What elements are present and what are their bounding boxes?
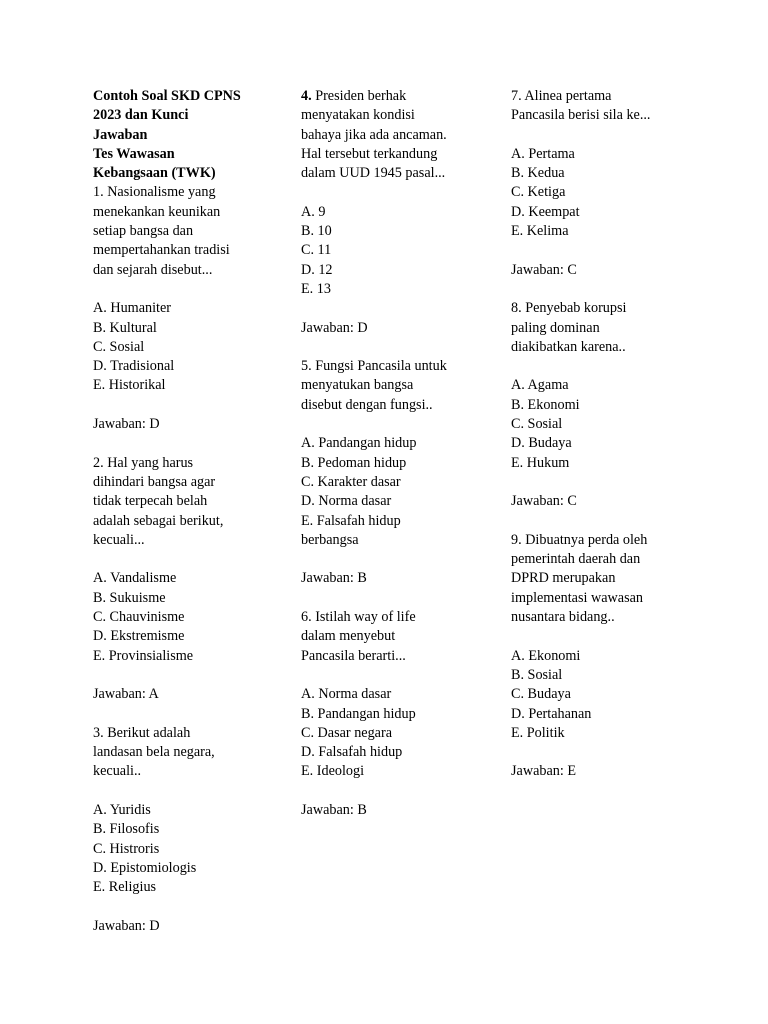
question-text: Hal yang harus [107, 454, 194, 471]
answer-option: B. Filosofis [93, 821, 160, 838]
answer-option: E. 13 [301, 280, 331, 297]
spacer [511, 473, 711, 492]
question-text-line: setiap bangsa dan [93, 223, 194, 240]
spacer [511, 627, 711, 646]
answer-option: C. Ketiga [511, 184, 566, 201]
answer-option: B. Sukuisme [93, 589, 166, 606]
question-text: Istilah way of life [315, 609, 416, 626]
spacer [301, 782, 486, 801]
question-text-line: landasan bela negara, [93, 744, 215, 761]
column-2 [301, 87, 486, 820]
answer-key: Jawaban: E [511, 763, 577, 780]
question-number: 7. [511, 88, 522, 104]
answer-option: D. Budaya [511, 435, 572, 452]
answer-option: D. Epistomiologis [93, 859, 197, 876]
answer-option: E. Provinsialisme [93, 647, 194, 664]
spacer [511, 126, 711, 145]
title-line: Tes Wawasan [93, 145, 175, 162]
answer-option: A. Yuridis [93, 801, 151, 818]
spacer [93, 666, 278, 685]
question-text: Penyebab korupsi [525, 300, 627, 317]
question-text-line [93, 183, 278, 202]
answer-option: B. Sosial [511, 666, 563, 683]
question-block [511, 87, 711, 280]
question-block [511, 280, 711, 512]
question-text-line: adalah sebagai berikut, [93, 512, 224, 529]
answer-key: Jawaban: D [301, 319, 368, 336]
question-text-line: bahaya jika ada ancaman. [301, 126, 447, 143]
spacer [301, 589, 486, 608]
answer-option: A. Pertama [511, 145, 575, 162]
answer-option: B. Pandangan hidup [301, 705, 416, 722]
answer-option: D. Tradisional [93, 358, 175, 375]
question-text-line: Pancasila berisi sila ke... [511, 107, 651, 124]
spacer [93, 897, 278, 916]
answer-option: E. Politik [511, 724, 565, 741]
question-text: Presiden berhak [315, 88, 407, 104]
answer-option: C. Histroris [93, 840, 160, 857]
question-block [93, 705, 278, 937]
question-text-line: Pancasila berarti... [301, 647, 406, 664]
spacer [301, 666, 486, 685]
spacer [93, 782, 278, 801]
question-text: Dibuatnya perda oleh [525, 531, 648, 548]
answer-option: berbangsa [301, 531, 359, 548]
question-text-line: Hal tersebut terkandung [301, 145, 438, 162]
spacer [511, 512, 711, 531]
title-line: Kebangsaan (TWK) [93, 165, 216, 182]
question-number: 2. [93, 454, 104, 471]
question-text-line: menekankan keunikan [93, 203, 221, 220]
answer-option: A. Vandalisme [93, 570, 177, 587]
answer-option: D. Ekstremisme [93, 628, 185, 645]
answer-key: Jawaban: D [93, 416, 160, 433]
answer-option: D. Keempat [511, 203, 580, 220]
question-text-line [301, 608, 486, 627]
spacer [301, 183, 486, 202]
answer-option: A. Agama [511, 377, 569, 394]
question-text-line [511, 531, 711, 550]
question-text-line [301, 87, 486, 106]
question-number: 6. [301, 609, 312, 626]
answer-option: B. 10 [301, 223, 332, 240]
spacer [301, 550, 486, 569]
question-block [93, 434, 278, 704]
answer-option: E. Historikal [93, 377, 166, 394]
question-text-line: dihindari bangsa agar [93, 473, 216, 490]
question-text-line: kecuali.. [93, 763, 142, 780]
spacer [301, 338, 486, 357]
question-text-line: mempertahankan tradisi [93, 242, 230, 259]
question-text-line: pemerintah daerah dan [511, 551, 641, 568]
answer-option: B. Ekonomi [511, 396, 580, 413]
title-line: Contoh Soal SKD CPNS [93, 88, 241, 104]
title-line: 2023 dan Kunci [93, 107, 189, 124]
answer-option: D. Pertahanan [511, 705, 592, 722]
question-block [301, 589, 486, 821]
spacer [511, 280, 711, 299]
answer-option: C. Budaya [511, 686, 571, 703]
question-text: Alinea pertama [524, 88, 612, 104]
answer-option: C. Chauvinisme [93, 609, 185, 626]
question-text-line: implementasi wawasan [511, 589, 643, 606]
answer-option: C. Dasar negara [301, 724, 392, 741]
question-number: 9. [511, 531, 522, 548]
answer-option: D. 12 [301, 261, 333, 278]
spacer [511, 241, 711, 260]
answer-option: E. Religius [93, 879, 157, 896]
column-3 [511, 87, 711, 782]
question-text-line: DPRD merupakan [511, 570, 616, 587]
question-text: Berikut adalah [107, 724, 191, 741]
question-text: Nasionalisme yang [107, 184, 216, 201]
answer-option: C. 11 [301, 242, 332, 259]
question-number: 3. [93, 724, 104, 741]
answer-key: Jawaban: C [511, 261, 577, 278]
answer-option: E. Hukum [511, 454, 570, 471]
question-block [301, 87, 486, 338]
spacer [93, 705, 278, 724]
answer-option: E. Ideologi [301, 763, 365, 780]
question-block [511, 512, 711, 782]
spacer [93, 280, 278, 299]
spacer [511, 357, 711, 376]
question-text-line: dalam UUD 1945 pasal... [301, 165, 446, 182]
question-text-line: menyatukan bangsa [301, 377, 414, 394]
question-text-line: dalam menyebut [301, 628, 396, 645]
answer-key: Jawaban: D [93, 917, 160, 934]
question-text-line: kecuali... [93, 531, 145, 548]
spacer [93, 434, 278, 453]
answer-key: Jawaban: B [301, 570, 367, 587]
spacer [93, 396, 278, 415]
question-number: 1. [93, 184, 104, 201]
answer-option: D. Norma dasar [301, 493, 392, 510]
spacer [93, 550, 278, 569]
question-text-line [93, 724, 278, 743]
spacer [511, 743, 711, 762]
answer-option: A. Pandangan hidup [301, 435, 417, 452]
answer-key: Jawaban: C [511, 493, 577, 510]
question-number: 5. [301, 358, 312, 375]
answer-option: E. Kelima [511, 223, 569, 240]
answer-option: A. Ekonomi [511, 647, 581, 664]
answer-option: C. Sosial [511, 416, 563, 433]
answer-option: A. Norma dasar [301, 686, 392, 703]
question-text-line [511, 299, 711, 318]
question-text-line [511, 87, 711, 106]
question-text-line [93, 454, 278, 473]
document-title [93, 87, 278, 183]
question-block [301, 338, 486, 589]
question-text-line: nusantara bidang.. [511, 609, 615, 626]
answer-option: C. Karakter dasar [301, 473, 401, 490]
spacer [301, 415, 486, 434]
answer-option: A. Humaniter [93, 300, 172, 317]
question-text-line [301, 357, 486, 376]
answer-option: D. Falsafah hidup [301, 744, 403, 761]
answer-key: Jawaban: B [301, 801, 367, 818]
question-number: 4. [301, 88, 312, 104]
question-text-line: diakibatkan karena.. [511, 338, 626, 355]
question-text-line: paling dominan [511, 319, 600, 336]
question-number: 8. [511, 300, 522, 317]
question-block [93, 183, 278, 434]
column-1 [93, 87, 278, 936]
answer-option: E. Falsafah hidup [301, 512, 401, 529]
spacer [301, 299, 486, 318]
question-text-line: disebut dengan fungsi.. [301, 396, 433, 413]
answer-option: A. 9 [301, 203, 326, 220]
title-line: Jawaban [93, 126, 148, 143]
answer-key: Jawaban: A [93, 686, 159, 703]
answer-option: B. Kedua [511, 165, 565, 182]
answer-option: B. Pedoman hidup [301, 454, 407, 471]
question-text-line: tidak terpecah belah [93, 493, 208, 510]
answer-option: C. Sosial [93, 338, 145, 355]
question-text: Fungsi Pancasila untuk [315, 358, 447, 375]
question-text-line: dan sejarah disebut... [93, 261, 213, 278]
question-text-line: menyatakan kondisi [301, 107, 415, 124]
answer-option: B. Kultural [93, 319, 157, 336]
